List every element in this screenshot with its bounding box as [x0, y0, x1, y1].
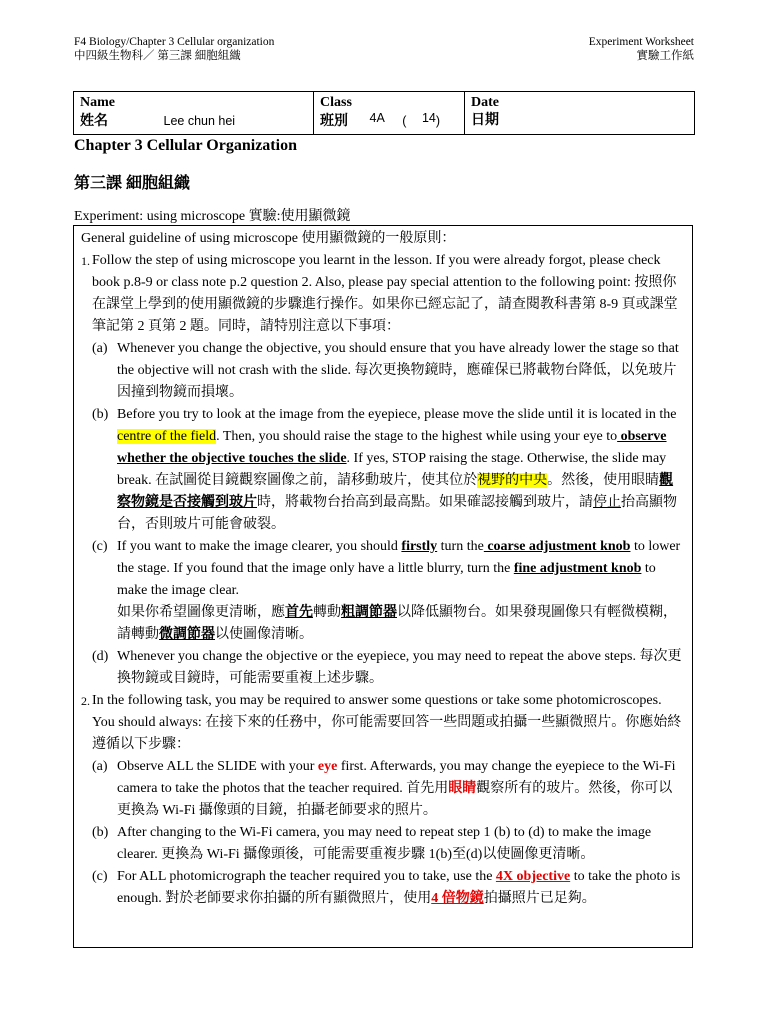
- class-label-zh: [320, 112, 458, 131]
- item-text: Follow the step of using microscope you learnt in the lesson. If you were already forgot, please check book p.8-9 or class note p.2 question 2. Also, please pay special attention to the following point: 按照你在課堂上學到的使用顯微鏡的步驟進行操作。如果你已經忘記了，請查閱教科書第 8-9 頁或課堂筆記第 2 頁第 2 題。同時，請特別注意以下事項：: [92, 253, 678, 334]
- chapter-title-zh: 第三課 細胞組織: [74, 175, 191, 192]
- emphasis-fine-knob-zh: 微調節器: [159, 627, 215, 642]
- worksheet-header-right: [589, 35, 694, 63]
- emphasis-coarse-knob-zh: 粗調節器: [341, 605, 397, 620]
- worksheet-type: Experiment Worksheet: [588, 36, 694, 48]
- text-run: 以使圖像清晰。: [215, 627, 313, 642]
- guideline-box: [73, 225, 693, 948]
- name-cell: [74, 92, 314, 135]
- class-value: 4A: [369, 111, 385, 125]
- emphasis-fine-knob: fine adjustment knob: [513, 561, 642, 576]
- text-run: to lower the stage. If you found that the image only have a little blurry, turn the: [117, 539, 681, 576]
- item-label: (a): [92, 759, 108, 774]
- text-run: to make the image clear.: [117, 561, 656, 598]
- experiment-title: Experiment: using microscope 實驗:使用顯微鏡: [74, 209, 351, 224]
- guideline-item-1d: [92, 646, 682, 690]
- text-run: 如果你希望圖像更清晰，應: [117, 605, 285, 620]
- item-text: [117, 404, 682, 536]
- class-number-close: ): [435, 114, 441, 128]
- item-label: (a): [92, 341, 108, 356]
- text-run: Before you try to look at the image from the eyepiece, please move the slide until it is located in the: [117, 407, 677, 422]
- course-title-zh: 中四級生物科／ 第三課 細胞組織: [74, 50, 241, 62]
- text-run: . Then, you should raise the stage to the highest while using your eye to: [216, 429, 618, 444]
- item-text: After changing to the Wi-Fi camera, you may need to repeat step 1 (b) to (d) to make the image clearer. 更換為 Wi-Fi 攝像頭後，可能需要重複步驟 1(b)至(d)以使圖像更清晰。: [117, 825, 652, 862]
- guideline-item-1a: [92, 338, 682, 404]
- guideline-item-2: [81, 690, 682, 756]
- emphasis-eye: eye: [317, 759, 338, 774]
- date-cell: [465, 92, 695, 135]
- emphasis-eye-zh: 眼睛: [448, 781, 477, 796]
- item-label: (c): [92, 869, 108, 884]
- highlight-centre-of-field-zh: 視野的中央: [477, 473, 548, 488]
- emphasis-firstly-zh: 首先: [285, 605, 313, 620]
- text-run: 拍攝照片已足夠。: [483, 891, 596, 906]
- item-text: [117, 866, 682, 910]
- item-text: In the following task, you may be required to answer some questions or take some photomicroscopes. You should always: 在接下來的任務中，你可能需要回答一些問題或拍攝一些顯微照片。你應始終遵循以下步驟：: [92, 693, 682, 752]
- class-label: Class: [320, 95, 352, 110]
- name-label: Name: [80, 95, 115, 110]
- emphasis-stop-zh: 停止: [593, 495, 621, 510]
- chapter-title: Chapter 3 Cellular Organization: [74, 137, 297, 154]
- text-run: 以降低顯物台。如果發現圖像只有輕微模糊，請轉動: [117, 605, 677, 642]
- text-run: 抬高顯物台，否則玻片可能會破裂。: [117, 495, 677, 532]
- emphasis-observe-objective-zh: 觀察物鏡是否接觸到玻片: [117, 473, 674, 510]
- item-text: Whenever you change the objective or the eyepiece, you may need to repeat the above steps. 每次更換物鏡或目鏡時，可能需要重複上述步驟。: [117, 649, 682, 686]
- worksheet-type-zh: 實驗工作紙: [636, 50, 694, 62]
- item-label: (d): [92, 649, 109, 664]
- item-text: [117, 536, 682, 646]
- text-run: For ALL photomicrograph the teacher required you to take, use the: [117, 869, 496, 884]
- name-label-zh: [80, 112, 307, 131]
- class-label-zh-text: 班別: [320, 114, 348, 129]
- class-cell: [314, 92, 465, 135]
- item-text: [117, 756, 682, 822]
- text-run: 。然後，使用眼睛: [547, 473, 660, 488]
- text-run: 時，將載物台抬高到最高點。如果確認接觸到玻片，請: [257, 495, 593, 510]
- guideline-item-2c: [92, 866, 682, 910]
- text-run: If you want to make the image clearer, you should: [117, 539, 402, 554]
- text-run: 轉動: [313, 605, 341, 620]
- item-label: (b): [92, 407, 109, 422]
- item-number: 2.: [81, 694, 90, 708]
- class-number: 14: [421, 111, 436, 125]
- item-label: (c): [92, 539, 108, 554]
- worksheet-header-left: [74, 35, 274, 63]
- item-label: (b): [92, 825, 109, 840]
- text-run: turn the: [437, 539, 484, 554]
- guideline-item-1b: [92, 404, 682, 536]
- date-label-zh: 日期: [471, 113, 499, 128]
- course-title: F4 Biology/Chapter 3 Cellular organization: [74, 36, 275, 48]
- student-info-table: [73, 91, 695, 135]
- item-text: Whenever you change the objective, you should ensure that you have already lower the stage so that the objective will not crash with the slide. 每次更換物鏡時，應確保已將載物台降低，以免玻片因撞到物鏡而損壞。: [117, 341, 679, 400]
- date-label: Date: [471, 95, 499, 110]
- guideline-item-2a: [92, 756, 682, 822]
- item-number: 1.: [81, 254, 90, 268]
- name-label-zh-text: 姓名: [80, 114, 108, 129]
- guideline-item-1: [81, 250, 682, 338]
- highlight-centre-of-field: centre of the field: [117, 429, 217, 444]
- emphasis-observe-objective: observe whether the objective touches the slide: [117, 429, 667, 466]
- text-run: first. Afterwards, you may change the eyepiece to the Wi-Fi camera to take the photos that the teacher required. 首先用: [117, 759, 676, 796]
- text-run: 觀察所有的玻片。然後，你可以更換為 Wi-Fi 攝像頭的目鏡，拍攝老師要求的照片。: [117, 781, 673, 818]
- class-number-open: (: [402, 114, 407, 128]
- emphasis-coarse-knob: coarse adjustment knob: [483, 539, 631, 554]
- guideline-item-2b: [92, 822, 682, 866]
- emphasis-firstly: firstly: [401, 539, 438, 554]
- text-run: to take the photo is enough. 對於老師要求你拍攝的所有顯微照片，使用: [117, 869, 681, 906]
- name-value: Lee chun hei: [163, 114, 236, 128]
- emphasis-4x-objective-zh: 4 倍物鏡: [431, 891, 484, 906]
- text-run: Observe ALL the SLIDE with your: [117, 759, 318, 774]
- text-run: . If yes, STOP raising the stage. Otherwise, the slide may break. 在試圖從目鏡觀察圖像之前，請移動玻片，使其位於: [117, 451, 667, 488]
- emphasis-4x-objective: 4X objective: [495, 869, 571, 884]
- guideline-item-1c: [92, 536, 682, 646]
- guideline-heading: General guideline of using microscope 使用顯微鏡的一般原則：: [81, 231, 456, 246]
